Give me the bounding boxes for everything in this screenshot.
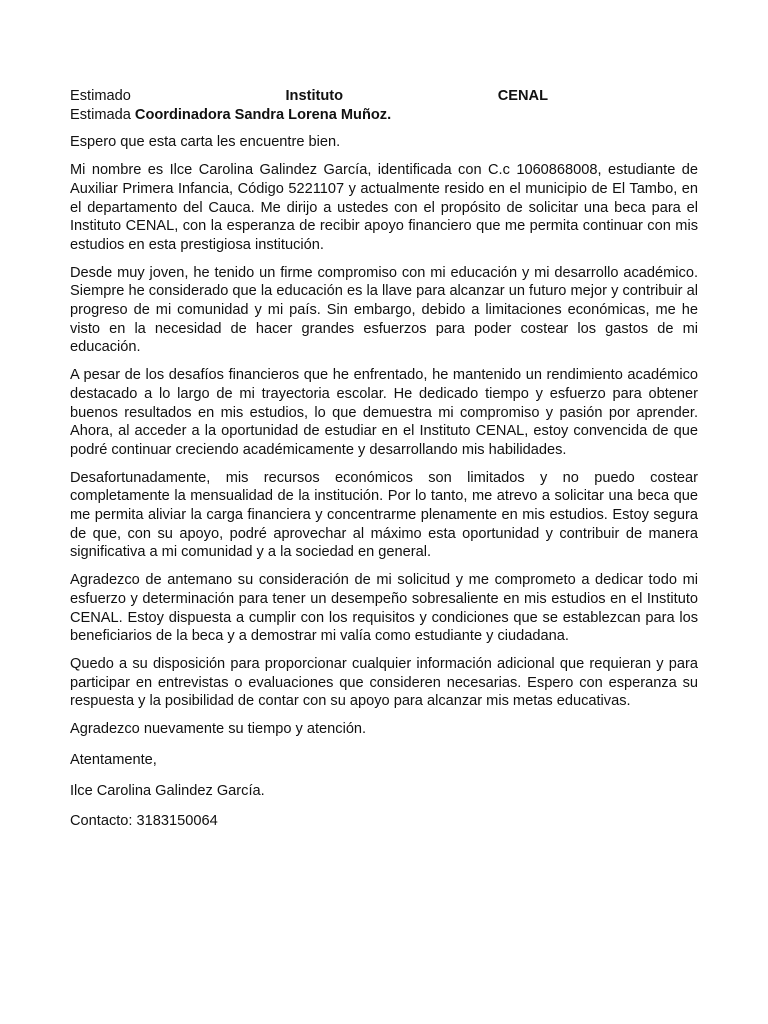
recipient-name: Coordinadora Sandra Lorena Muñoz.	[134, 106, 392, 123]
salutation-estimada: Estimada	[70, 106, 131, 123]
contact-line: Contacto: 3183150064	[70, 813, 218, 830]
closing-line: Atentamente,	[70, 751, 157, 768]
paragraph-commitment: Desde muy joven, he tenido un firme compromiso con mi educación y mi desarrollo académico. Siempre he considerado que la educación es la llave para alcanzar un futuro mejor y contribuir al progreso de mi comunidad y mi país. Sin embargo, debido a limitaciones económicas, me he visto en la necesidad de hacer grandes esfuerzos para poder costear los gastos de mi educación.	[70, 264, 698, 356]
paragraph-availability: Quedo a su disposición para proporcionar cualquier información adicional que requieran y para participar en entrevistas o evaluaciones que consideren necesarias. Espero con esperanza su respuesta y la posibilidad de contar con su apoyo para alcanzar mis metas educativas.	[70, 655, 698, 710]
greeting-text: Espero que esta carta les encuentre bien.	[70, 134, 341, 151]
salutation-line-2	[70, 106, 698, 125]
paragraph-performance: A pesar de los desafíos financieros que he enfrentado, he mantenido un rendimiento académico destacado a lo largo de mi trayectoria escolar. He dedicado tiempo y esfuerzo para obtener buenos resultados en mis estudios, lo que demuestra mi compromiso y pasión por aprender. Ahora, al acceder a la oportunidad de estudiar en el Instituto CENAL, estoy convencida de que podré continuar creciendo académicamente y desarrollando mis habilidades.	[70, 367, 698, 458]
salutation-estimado: Estimado	[70, 88, 131, 104]
signature-name: Ilce Carolina Galindez García.	[70, 782, 265, 799]
salutation-instituto: Instituto	[285, 88, 344, 104]
paragraph-request: Desafortunadamente, mis recursos económicos son limitados y no puedo costear completamente la mensualidad de la institución. Por lo tanto, me atrevo a solicitar una beca que me permita aliviar la carga financiera y concentrarme plenamente en mis estudios. Estoy segura de que, con su apoyo, podré aprovechar al máximo esta oportunidad y contribuir de manera significativa a mi comunidad y a la sociedad en general.	[70, 469, 698, 561]
thanks-line: Agradezco nuevamente su tiempo y atención.	[70, 721, 367, 738]
paragraph-introduction: Mi nombre es Ilce Carolina Galindez García, identificada con C.c 1060868008, estudiante de Auxiliar Primera Infancia, Código 5221107 y actualmente resido en el municipio de El Tambo, en el departamento del Cauca. Me dirijo a ustedes con el propósito de solicitar una beca para el Instituto CENAL, con la esperanza de recibir apoyo financiero que me permita continuar con mis estudios en esta prestigiosa institución.	[70, 162, 698, 253]
salutation-cenal: CENAL	[497, 88, 548, 104]
salutation-line	[70, 87, 548, 106]
paragraph-gratitude: Agradezco de antemano su consideración de mi solicitud y me comprometo a dedicar todo mi esfuerzo y determinación para tener un desempeño sobresaliente en mis estudios en el Instituto CENAL. Estoy dispuesta a cumplir con los requisitos y condiciones que se establezcan para los beneficiarios de la beca y a demostrar mi valía como estudiante y ciudadana.	[70, 572, 698, 645]
